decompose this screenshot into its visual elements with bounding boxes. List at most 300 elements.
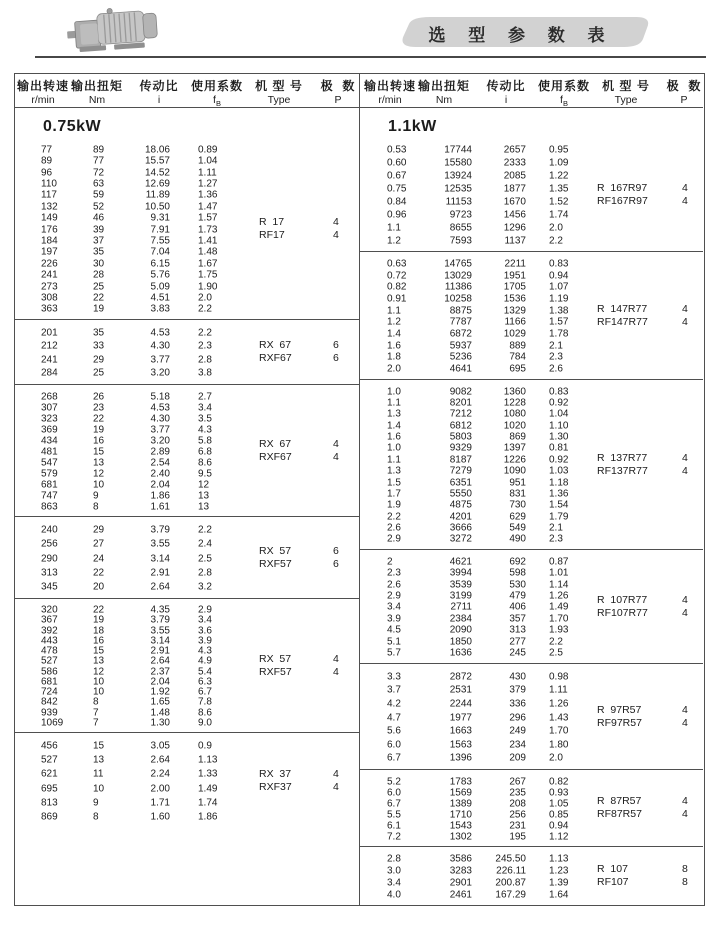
factor-cell: 1.74 [198,797,218,809]
table-row [15,144,359,155]
speed-cell: 869 [41,811,58,823]
poles-value [333,653,339,679]
torque-cell: 25 [93,367,105,379]
speed-cell: 1.0 [387,442,401,454]
speed-cell: 1.1 [387,305,401,317]
speed-cell: 527 [41,655,58,667]
speed-cell: 621 [41,768,58,780]
factor-cell: 1.05 [549,798,569,809]
speed-cell: 1.4 [387,420,401,432]
model-type [259,216,285,242]
factor-cell: 1.70 [549,613,569,625]
table-row [360,636,703,647]
speed-cell: 392 [41,625,58,637]
factor-cell: 1.04 [198,155,218,167]
header-rule [35,56,706,58]
title-banner [396,15,662,51]
column-header-zh: 输出扭矩 [70,79,124,93]
table-row [15,782,359,796]
model-type [259,339,292,365]
ratio-cell: 1228 [503,397,526,409]
ratio-cell: 3.55 [150,625,170,637]
table-row [360,500,703,511]
speed-cell: 4.0 [387,889,401,901]
torque-cell: 1569 [449,787,472,798]
table-1-1kw [360,74,703,905]
factor-cell: 1.57 [549,316,569,328]
speed-cell: 0.60 [387,157,407,169]
speed-cell: 77 [41,144,53,156]
speed-cell: 1.2 [387,235,401,247]
torque-cell: 7593 [449,235,472,247]
speed-cell: 149 [41,212,58,224]
ratio-cell: 1.61 [150,501,170,512]
ratio-cell: 9.31 [150,212,170,224]
ratio-cell: 3.55 [150,538,170,550]
speed-cell: 369 [41,424,58,435]
ratio-cell: 1166 [504,316,526,328]
table-block [360,664,703,770]
speed-cell: 4.5 [387,624,401,636]
speed-cell: 6.1 [387,820,401,831]
table-row [360,363,703,375]
table-block [360,770,703,847]
torque-cell: 11153 [445,196,472,208]
ratio-cell: 695 [509,363,526,375]
column-header-zh: 机 型 号 [602,79,650,93]
table-row [15,258,359,269]
torque-cell: 10 [93,783,105,795]
ratio-cell: 209 [509,752,526,764]
column-header-unit: r/min [378,94,402,106]
speed-cell: 0.67 [387,170,407,182]
table-row [360,522,703,533]
column-header-unit: $f_B$ [213,94,221,109]
table-row [15,367,359,381]
table-row [360,397,703,408]
factor-cell: 0.92 [549,454,569,466]
poles-value [682,452,688,478]
ratio-cell: 4.30 [150,340,170,352]
table-row [360,697,703,711]
factor-cell: 1.38 [549,305,569,317]
speed-cell: 939 [41,707,58,719]
torque-cell: 11386 [444,281,472,293]
torque-cell: 39 [93,224,105,236]
table-row [15,468,359,479]
speed-cell: 284 [41,367,58,379]
torque-cell: 1563 [449,739,472,751]
factor-cell: 2.4 [198,538,212,550]
speed-cell: 6.7 [387,798,401,809]
table-row [15,178,359,189]
table-row [360,534,703,545]
ratio-cell: 2.54 [150,457,170,468]
speed-cell: 6.0 [387,739,401,751]
poles-line: 8 [682,876,688,888]
speed-cell: 1.5 [387,477,401,489]
ratio-cell: 2.64 [150,655,170,667]
ratio-cell: 692 [509,556,526,568]
torque-cell: 2901 [449,877,472,889]
speed-cell: 681 [41,479,58,490]
table-row [360,556,703,567]
model-type-line: RXF67 [259,450,292,463]
table-row [360,579,703,590]
torque-cell: 9082 [449,386,472,398]
factor-cell: 2.8 [198,567,212,579]
torque-cell: 16 [93,635,105,647]
table-row [15,424,359,435]
speed-cell: 478 [41,645,58,657]
torque-cell: 1783 [449,776,472,787]
torque-cell: 13029 [444,270,472,282]
model-type-line: R 87R57 [597,795,642,807]
factor-cell: 1.48 [198,246,218,258]
torque-cell: 8187 [449,454,472,466]
poles-value [682,704,688,730]
ratio-cell: 2.64 [150,754,170,766]
poles-value [333,216,339,242]
torque-cell: 12 [93,666,105,678]
ratio-cell: 1456 [503,209,526,221]
speed-cell: 2.3 [387,567,401,579]
table-row [15,326,359,340]
ratio-cell: 430 [509,671,526,683]
ratio-cell: 200.87 [495,877,526,889]
gearmotor-photo [66,3,168,55]
table-row [360,409,703,420]
poles-line: 6 [333,339,339,351]
ratio-cell: 14.52 [144,167,170,179]
factor-cell: 0.85 [549,809,569,820]
column-header-service-factor [191,77,243,108]
speed-cell: 434 [41,435,58,446]
speed-cell: 313 [41,567,58,579]
speed-cell: 226 [41,258,58,270]
table-row [15,615,359,625]
ratio-cell: 277 [509,636,526,648]
ratio-cell: 5.09 [150,281,170,293]
factor-cell: 1.11 [549,684,568,696]
torque-cell: 12 [93,468,105,479]
torque-cell: 29 [93,524,105,536]
torque-cell: 59 [93,189,105,201]
factor-cell: 1.79 [549,511,569,523]
column-header-zh: 极 数 [666,79,702,93]
ratio-cell: 1029 [503,328,526,340]
speed-cell: 2.8 [387,853,401,865]
poles-value [682,594,688,620]
speed-cell: 5.2 [387,776,401,787]
ratio-cell: 1.48 [150,707,170,719]
factor-cell: 4.3 [198,645,212,657]
table-row [360,144,703,157]
table-row [360,234,703,247]
poles-line: 4 [682,808,688,820]
table-row [360,281,703,293]
table-row [360,196,703,209]
factor-cell: 5.8 [198,435,212,446]
table-block [360,550,703,664]
torque-cell: 13 [93,457,105,468]
factor-cell: 0.89 [198,144,218,156]
table-row [360,613,703,624]
speed-cell: 1.7 [387,488,401,500]
table-row [360,293,703,305]
torque-cell: 22 [93,604,105,616]
speed-cell: 240 [41,524,58,536]
ratio-cell: 598 [509,567,526,579]
speed-cell: 367 [41,614,58,626]
factor-cell: 1.18 [549,477,569,489]
torque-cell: 19 [93,614,105,626]
speed-cell: 201 [41,327,58,339]
speed-cell: 456 [41,740,58,752]
model-type [597,182,648,208]
ratio-cell: 2.91 [150,645,170,657]
torque-cell: 15580 [444,157,472,169]
factor-cell: 0.83 [549,386,569,398]
table-row [360,889,703,901]
model-type [259,545,292,571]
table-row [15,537,359,551]
column-header-unit: Type [267,94,291,106]
factor-cell: 8.6 [198,707,212,719]
poles-value [682,863,688,889]
poles-line: 4 [333,780,339,793]
table-row [15,490,359,501]
torque-cell: 1710 [449,809,472,820]
factor-cell: 0.82 [549,776,569,787]
ratio-cell: 1.60 [150,811,170,823]
speed-cell: 6.7 [387,752,401,764]
torque-cell: 25 [93,281,105,293]
factor-cell: 0.92 [549,397,569,409]
ratio-cell: 479 [509,590,526,602]
model-type-line: RX 67 [259,339,292,351]
speed-cell: 1.3 [387,408,401,420]
factor-cell: 2.0 [198,292,212,304]
speed-cell: 3.4 [387,601,401,613]
speed-cell: 1.9 [387,499,401,511]
model-type-line: RF97R57 [597,716,642,729]
factor-cell: 1.90 [198,281,218,293]
factor-cell: 2.2 [549,636,563,648]
speed-cell: 212 [41,340,58,352]
column-header-unit: i [504,94,508,106]
table-row [360,865,703,877]
ratio-cell: 1226 [503,454,526,466]
column-header-service-factor [538,77,590,108]
model-type-line: RF17 [259,228,285,241]
factor-cell: 3.9 [198,635,212,647]
table-row [360,567,703,578]
speed-cell: 681 [41,676,58,688]
factor-cell: 1.14 [549,579,569,591]
factor-cell: 3.4 [198,402,212,413]
factor-cell: 1.03 [549,465,569,477]
torque-cell: 20 [93,581,105,593]
torque-cell: 10 [93,676,105,688]
ratio-cell: 6.15 [150,258,170,270]
column-header-zh: 传动比 [139,79,179,93]
table-row [15,646,359,656]
speed-cell: 695 [41,783,58,795]
column-header-unit: P [334,94,342,106]
factor-cell: 1.39 [549,877,569,889]
ratio-cell: 3.83 [150,303,170,315]
factor-cell: 1.01 [549,567,569,579]
table-row [15,523,359,537]
table-row [15,753,359,767]
model-type-line: R 167R97 [597,181,648,194]
torque-cell: 8 [93,811,99,823]
ratio-cell: 951 [509,477,526,489]
table-row [15,687,359,697]
table-row [360,451,703,466]
factor-cell: 6.8 [198,446,212,457]
speed-cell: 863 [41,501,58,512]
ratio-cell: 1670 [503,196,526,208]
table-row [360,625,703,636]
table-row [360,258,703,270]
factor-cell: 2.7 [198,391,212,402]
factor-cell: 0.93 [549,787,569,798]
table-row [15,446,359,457]
factor-cell: 2.2 [198,327,212,339]
ratio-cell: 3.20 [150,435,170,446]
ratio-cell: 2211 [504,258,526,270]
torque-cell: 1636 [449,647,472,659]
ratio-cell: 1536 [503,293,526,305]
factor-cell: 0.83 [549,258,569,270]
ratio-cell: 530 [509,579,526,591]
table-row [360,183,703,196]
factor-cell: 1.43 [549,712,569,724]
speed-cell: 443 [41,635,58,647]
factor-cell: 1.41 [198,235,218,247]
table-row [360,386,703,397]
model-type-line: RXF67 [259,352,292,364]
torque-cell: 1396 [449,752,472,764]
model-type-line: R 137R77 [597,451,648,464]
table-row [360,270,703,282]
factor-cell: 8.6 [198,457,212,468]
speed-cell: 2.2 [387,511,401,523]
speed-cell: 273 [41,281,58,293]
torque-cell: 10 [93,479,105,490]
ratio-cell: 3.14 [150,635,170,647]
column-header-zh: 输出扭矩 [417,79,471,93]
torque-cell: 6872 [449,328,472,340]
table-row [15,566,359,580]
speed-cell: 3.4 [387,877,401,889]
table-header [15,74,359,108]
factor-cell: 5.4 [198,666,212,678]
column-header-output-speed [17,77,69,106]
ratio-cell: 4.51 [150,292,170,304]
table-row [360,317,703,329]
ratio-cell: 3.79 [150,524,170,536]
ratio-cell: 1080 [503,408,526,420]
ratio-cell: 2.04 [150,479,170,490]
table-row [360,221,703,234]
factor-cell: 1.09 [549,157,569,169]
ratio-cell: 267 [509,776,526,787]
model-type [259,438,292,464]
ratio-cell: 249 [509,725,526,737]
factor-cell: 1.36 [549,488,569,500]
ratio-cell: 1137 [504,235,526,247]
speed-cell: 0.96 [387,209,407,221]
torque-cell: 30 [93,258,105,270]
torque-cell: 22 [93,292,105,304]
poles-value [682,795,688,821]
table-row [15,167,359,178]
torque-cell: 5550 [449,488,472,500]
torque-cell: 4621 [449,556,472,568]
speed-cell: 0.84 [387,196,407,208]
factor-cell: 1.19 [549,293,569,305]
factor-cell: 1.80 [549,739,569,751]
ratio-cell: 4.30 [150,413,170,424]
speed-cell: 241 [41,354,58,366]
poles-line: 6 [333,352,339,364]
ratio-cell: 245 [509,647,526,659]
table-row [360,602,703,613]
table-row [15,155,359,166]
torque-cell: 16 [93,435,105,446]
factor-cell: 2.0 [549,222,563,234]
factor-cell: 1.26 [549,590,569,602]
speed-cell: 2.9 [387,590,401,602]
ratio-cell: 4.53 [150,327,170,339]
torque-cell: 19 [93,303,105,315]
column-header-unit: P [680,94,688,106]
speed-cell: 2.0 [387,363,401,375]
table-row [15,402,359,413]
torque-cell: 28 [93,269,105,281]
speed-cell: 345 [41,581,58,593]
torque-cell: 7 [93,707,99,719]
column-header-output-torque [418,77,470,106]
torque-cell: 4641 [449,363,472,375]
speed-cell: 323 [41,413,58,424]
table-body [360,108,703,905]
speed-cell: 3.9 [387,613,401,625]
poles-line: 4 [682,795,688,807]
ratio-cell: 1951 [503,270,526,282]
factor-cell: 2.6 [549,363,563,375]
model-type-line: RF107R77 [597,606,648,619]
model-type-line: RX 67 [259,437,292,450]
table-row [15,353,359,367]
ratio-cell: 231 [509,820,526,831]
factor-cell: 1.47 [198,201,218,213]
table-header [360,74,703,108]
factor-cell: 1.13 [198,754,218,766]
ratio-cell: 869 [509,431,526,443]
factor-cell: 1.11 [198,167,217,179]
torque-cell: 13924 [444,170,472,182]
speed-cell: 6.0 [387,787,401,798]
speed-cell: 1.2 [387,316,401,328]
ratio-cell: 889 [509,340,526,352]
factor-cell: 6.7 [198,686,212,698]
torque-cell: 4875 [449,499,472,511]
table-row [15,292,359,303]
